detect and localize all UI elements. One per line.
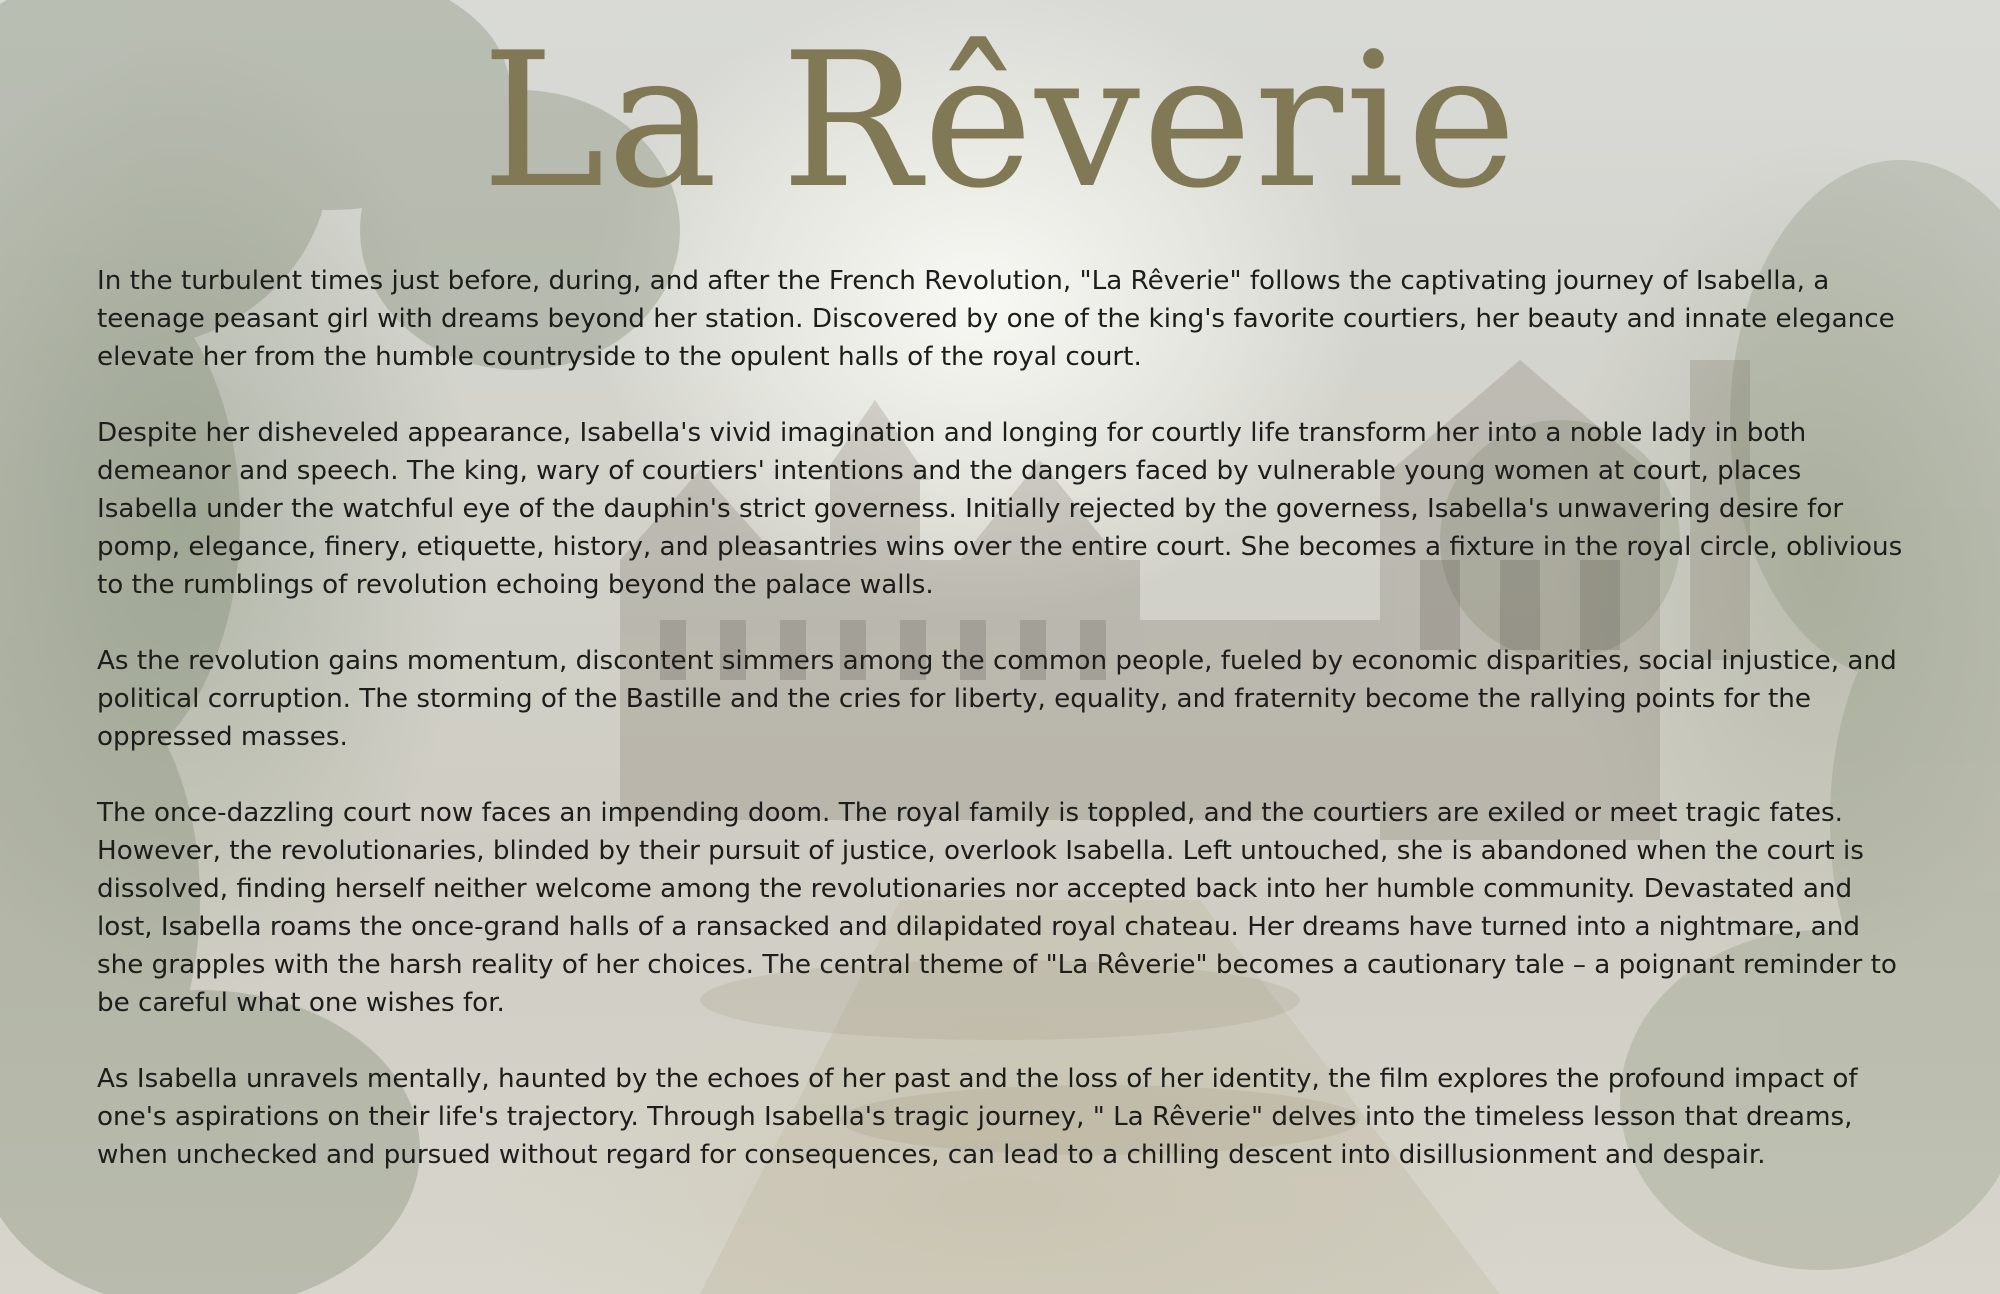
page-title: La Rêverie — [481, 12, 1519, 229]
paragraph: The once-dazzling court now faces an impending doom. The royal family is toppled, and the courtiers are exiled or meet tragic fates. However, the revolutionaries, blinded by their pursuit of justice, overlook Isabella. Left untouched, she is abandoned when the court is dissolved, finding herself neither welcome among the revolutionaries nor accepted back into her humble community. Devastated and lost, Isabella roams the once-grand halls of a ransacked and dilapidated royal chateau. Her dreams have turned into a nightmare, and she grapples with the harsh reality of her choices. The central theme of "La Rêverie" becomes a cautionary tale – a poignant reminder to be careful what one wishes for. — [97, 798, 1897, 1018]
paragraph: In the turbulent times just before, during, and after the French Revolution, "La Rêverie" follows the captivating journey of Isabella, a teenage peasant girl with dreams beyond her station. Discovered by one of the king's favorite courtiers, her beauty and innate elegance elevate her from the humble countryside to the opulent halls of the royal court. — [97, 266, 1895, 372]
paragraph: Despite her disheveled appearance, Isabella's vivid imagination and longing for courtly life transform her into a noble lady in both demeanor and speech. The king, wary of courtiers' intentions and the dangers faced by vulnerable young women at court, places Isabella under the watchful eye of the dauphin's strict governess. Initially rejected by the governess, Isabella's unwavering desire for pomp, elegance, finery, etiquette, history, and pleasantries wins over the entire court. She becomes a fixture in the royal circle, oblivious to the rumblings of revolution echoing beyond the palace walls. — [97, 418, 1903, 600]
paragraph: As the revolution gains momentum, discontent simmers among the common people, fueled by economic disparities, social injustice, and political corruption. The storming of the Bastille and the cries for liberty, equality, and fraternity become the rallying points for the oppressed masses. — [97, 646, 1897, 752]
paragraph: As Isabella unravels mentally, haunted by the echoes of her past and the loss of her identity, the film explores the profound impact of one's aspirations on their life's trajectory. Through Isabella's tragic journey, " La Rêverie" delves into the timeless lesson that dreams, when unchecked and pursued without regard for consequences, can lead to a chilling descent into disillusionment and despair. — [97, 1064, 1858, 1170]
synopsis-body — [97, 262, 1907, 1174]
